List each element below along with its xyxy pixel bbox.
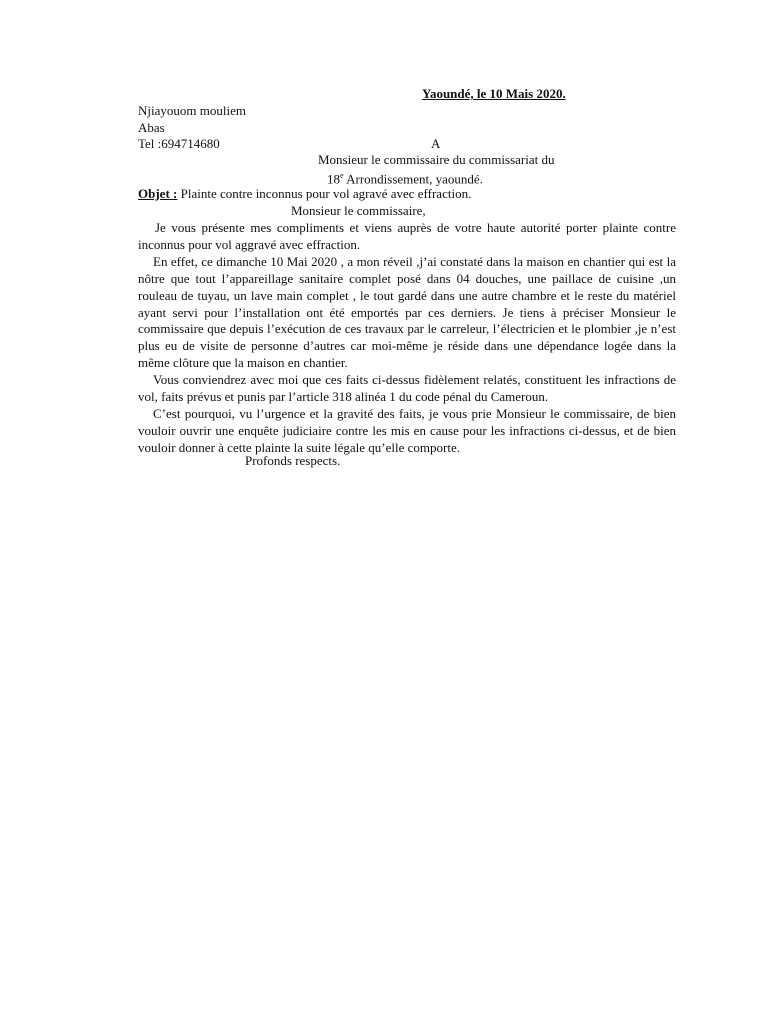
subject-label: Objet : [138,186,178,201]
recipient-ordinal-suffix: e [340,171,344,180]
sender-phone: Tel :694714680 [138,136,220,151]
closing-formula: Profonds respects. [245,453,341,468]
salutation: Monsieur le commissaire, [291,203,426,218]
letter-body [138,220,676,457]
body-paragraph-2: En effet, ce dimanche 10 Mai 2020 , a mon réveil ,j’ai constaté dans la maison en chantier qui est la nôtre que tout l’appareillage sanitaire complet posé dans 04 douches, une paillace de cuisine ,un rouleau de tuyau, un lave main complet , le tout gardé dans une autre chambre et le reste du matériel ayant servi pour l’installation ont été emportés par ces derniers. Je tiens à préciser Monsieur le commissaire que depuis l’exécution de ces travaux par le carreleur, l’électricien et le plombier ,je n’est plus eu de visite de personne d’autres car moi-même je réside dans une dépendance logée dans la même clôture que la maison en chantier. [138,253,676,371]
body-paragraph-3: Vous conviendrez avec moi que ces faits ci-dessus fidèlement relatés, constituent les infractions de vol, faits prévus et punis par l’article 318 alinéa 1 du code pénal du Cameroun. [138,372,676,405]
sender-name-line-2: Abas [138,120,165,135]
recipient-arrondissement-number: 18 [327,171,340,187]
subject-line [138,186,471,202]
recipient-prefix: A [431,136,441,151]
body-paragraph-1: Je vous présente mes compliments et viens auprès de votre haute autorité porter plainte contre inconnus pour vol aggravé avec effraction. [138,220,676,252]
recipient-line-2 [327,168,483,187]
recipient-line-1: Monsieur le commissaire du commissariat du [318,152,555,167]
sender-name-line-1: Njiayouom mouliem [138,103,246,118]
recipient-line-2-rest: Arrondissement, yaoundé. [343,171,483,187]
letter-date: Yaoundé, le 10 Mais 2020. [422,86,566,101]
body-paragraph-4: C’est pourquoi, vu l’urgence et la gravité des faits, je vous prie Monsieur le commissaire, de bien vouloir ouvrir une enquête judiciaire contre les mis en cause pour les infractions ci-dessus, et de bien vouloir donner à cette plainte la suite légale qu’elle comporte. [138,405,676,455]
subject-text: Plainte contre inconnus pour vol agravé avec effraction. [177,186,472,201]
